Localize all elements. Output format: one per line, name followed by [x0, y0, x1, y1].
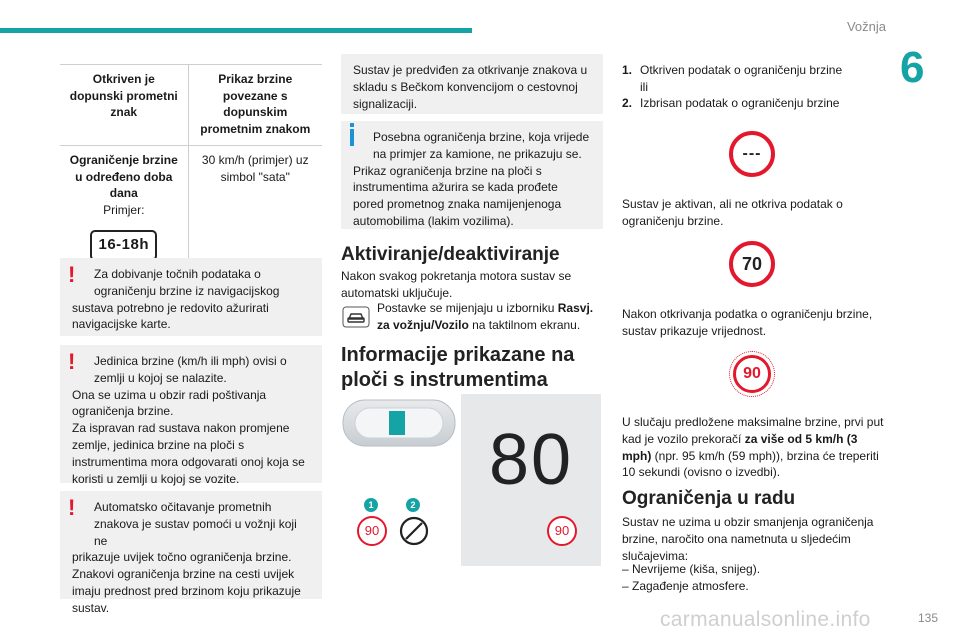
- header-accent-bar: [0, 28, 472, 33]
- heading-operating-limits: Ograničenja u radu: [622, 488, 796, 509]
- detected-limit-icon: 90: [357, 516, 387, 546]
- no-limit-detected-icon: ---: [729, 131, 775, 177]
- time-sign-icon: 16-18h: [90, 230, 157, 261]
- legend-item-2: [622, 95, 882, 112]
- row-example-label: Primjer:: [103, 202, 145, 217]
- text-exceed-warning: [622, 414, 887, 481]
- speed-readout: 80: [488, 420, 574, 500]
- cluster-display-panel: [461, 394, 601, 566]
- settings-text: [377, 300, 607, 334]
- note-text-first: Jedinica brzine (km/h ili mph) ovisi o zemlji u kojoj se nalazite.: [94, 354, 287, 385]
- info-icon: [350, 129, 354, 146]
- legend-number: 1.: [622, 63, 633, 77]
- table-header-col1: Otkriven je dopunski prometni znak: [60, 65, 188, 146]
- vehicle-settings-icon: [342, 306, 370, 328]
- limits-list: [622, 561, 887, 594]
- warning-note-navigation: [60, 258, 322, 336]
- settings-menu-name: Rasvj. za vožnju/Vozilo: [377, 301, 594, 332]
- note-text-line1: Ona se uzima u obzir radi poštivanja ograničenja brzine.: [72, 387, 267, 419]
- warning-icon: !: [68, 495, 76, 520]
- limits-text: Sustav ne uzima u obzir smanjenja ograničenja brzine, naročito ona nametnuta u sljedećim slučajevima:: [622, 515, 874, 563]
- exceed-text-pre: U slučaju predložene maksimalne brzine, prvi put kad je vozilo prekoračí: [622, 415, 884, 446]
- legend-number: 2.: [622, 96, 633, 111]
- note-text-first: Automatsko očitavanje prometnih znakova je sustav pomoći u vožnji koji ne: [94, 500, 297, 548]
- supplementary-sign-table: [60, 64, 322, 270]
- control-illustration: [341, 394, 461, 594]
- badge-1: 1: [364, 498, 378, 512]
- cleared-limit-icon: [399, 516, 429, 546]
- warning-icon: !: [68, 262, 76, 287]
- table-header-col2: Prikaz brzine povezane s dopunskim prometnim znakom: [188, 65, 322, 146]
- heading-display-info: Informacije prikazane na ploči s instrumentima: [341, 344, 575, 391]
- page-number: 135: [917, 611, 938, 625]
- legend-text: Otkriven podatak o ograničenju brzine: [640, 63, 843, 77]
- legend-list: [622, 62, 882, 112]
- note-text-rest: Prikaz ograničenja brzine na ploči s instrumentima ažurira se kada prođete pored prometnog znaka namijenjenoga automobilima (lakim vozilima).: [353, 163, 562, 228]
- legend-or: ili: [640, 79, 648, 94]
- activation-text: Nakon svakog pokretanja motora sustav se automatski uključuje.: [341, 269, 572, 300]
- legend-item-1: [622, 62, 882, 79]
- limit-90-sign: 90: [733, 355, 771, 393]
- flashing-limit-90-icon: [729, 351, 775, 397]
- note-text-rest: prikazuje uvijek točno ograničenja brzine. Znakovi ograničenja brzine na cesti uvijek imaju prednost pred brzinom koju prikazuje sustav.: [72, 550, 301, 615]
- limit-70-icon: 70: [729, 241, 775, 287]
- table-cell-display: 30 km/h (primjer) uz simbol "sata": [188, 146, 322, 270]
- note-text-first: Posebna ograničenja brzine, koja vrijede na primjer za kamione, ne prikazuju se.: [373, 130, 590, 161]
- exceed-threshold: za više od 5 km/h (3 mph): [622, 431, 858, 463]
- settings-text-post: na taktilnom ekranu.: [468, 317, 581, 332]
- table-header-row: [60, 65, 322, 146]
- note-text: Sustav je predviđen za otkrivanje znakova u skladu s Bečkom konvencijom o cestovnoj signalizaciji.: [353, 63, 588, 111]
- table-row: [60, 146, 322, 270]
- row-title: Ograničenje brzine u određeno doba dana: [69, 153, 178, 201]
- warning-note-units: [60, 345, 322, 486]
- note-text-rest: sustava potrebno je redovito ažurirati navigacijske karte.: [72, 300, 269, 332]
- badge-2: 2: [406, 498, 420, 512]
- list-item: – Nevrijeme (kiša, snijeg).: [622, 562, 761, 576]
- chapter-number: 6: [900, 43, 925, 92]
- note-text-first: Za dobivanje točnih podataka o ograničenju brzine iz navigacijskog: [94, 267, 280, 298]
- watermark: carmanualsonline.info: [660, 608, 871, 631]
- legend-text: Izbrisan podatak o ograničenju brzine: [640, 96, 840, 111]
- exceed-text-post: (npr. 95 km/h (59 mph)), brzina će treperiti 10 sekundi (ovisno o izvedbi).: [622, 448, 879, 480]
- section-name: Vožnja: [846, 19, 886, 34]
- note-vienna-convention: [341, 54, 603, 114]
- settings-text-pre: Postavke se mijenjaju u izborniku: [377, 301, 558, 315]
- warning-note-automatic-reading: [60, 491, 322, 615]
- text-system-active: Sustav je aktivan, ali ne otkriva podatak o ograničenju brzine.: [622, 197, 843, 228]
- info-note-special-limits: [341, 121, 603, 229]
- note-text-line2: Za ispravan rad sustava nakon promjene zemlje, jedinica brzine na ploči s instrumentima mora odgovarati onoj koja se koristi u zemlji u kojoj se vozite.: [72, 421, 305, 486]
- warning-icon: !: [68, 349, 76, 374]
- text-limit-detected: Nakon otkrivanja podatka o ograničenju brzine, sustav prikazuje vrijednost.: [622, 307, 873, 338]
- table-cell-condition: [60, 146, 188, 270]
- cluster-limit-icon: 90: [547, 516, 577, 546]
- list-item: – Zagađenje atmosfere.: [622, 578, 749, 593]
- heading-activation: Aktiviranje/deaktiviranje: [341, 244, 560, 265]
